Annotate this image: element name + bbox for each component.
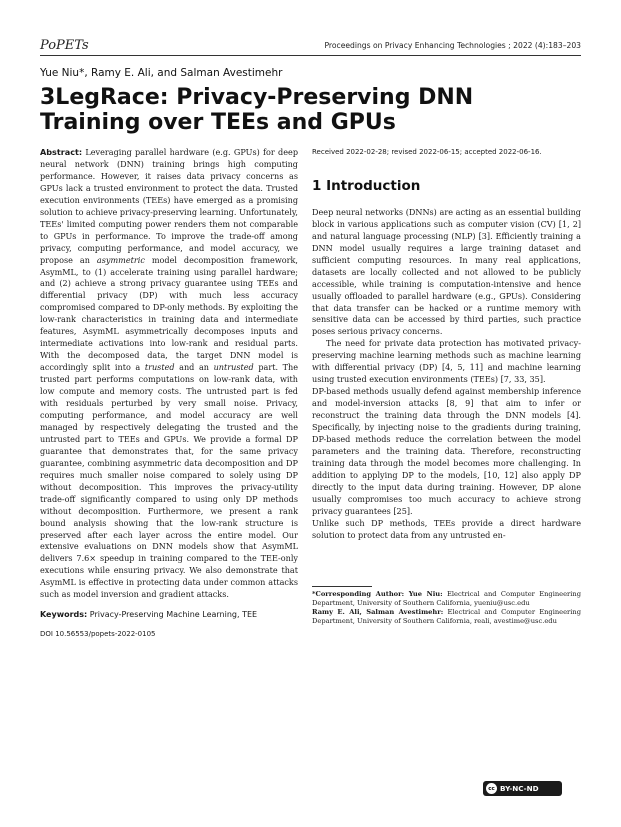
keywords (40, 609, 298, 621)
abstract-emphasis-asymmetric: asymmetric (96, 254, 145, 265)
proceedings-line: Proceedings on Privacy Enhancing Technologies ; 2022 (4):183–203 (324, 41, 581, 50)
abstract-text-2: model decomposition framework, AsymML, to (1) accelerate training using parallel hardware; and (2) achieve a strong privacy guarantee using TEEs and differential privacy (DP) with much less accuracy compromised compared to DP-only methods. By exploiting the low-rank characteristics in training data and intermediate features, AsymML asymmetrically decomposes inputs and intermediate activations into low-rank and residual parts. With the decomposed data, the target DNN model is accordingly split into a (40, 254, 298, 373)
license-text: BY-NC-ND (500, 784, 539, 793)
abstract-emphasis-trusted: trusted (144, 362, 175, 373)
cc-icon: cc (486, 783, 497, 794)
left-column (40, 147, 298, 641)
section-heading-introduction: 1 Introduction (312, 177, 421, 194)
footnote-1-text: Electrical and Computer Engineering Department, University of Southern California, yueniu@usc.edu (312, 589, 581, 607)
abstract (40, 147, 298, 601)
received-dates: Received 2022-02-28; revised 2022-06-15; accepted 2022-06-16. (312, 148, 542, 156)
footnote-corresponding-author (312, 590, 581, 609)
intro-paragraph-2: The need for private data protection has motivated privacy-preserving machine learning methods such as machine learning with differential privacy (DP) [4, 5, 11] and machine learning using trusted execution environments (TEEs) [7, 33, 35]. (312, 338, 581, 385)
footnote-2-text: Electrical and Computer Engineering Department, University of Southern California, reali, avestime@usc.edu (312, 608, 581, 626)
footnote-1-label: *Corresponding Author: Yue Niu: (312, 589, 443, 598)
keywords-text: Privacy-Preserving Machine Learning, TEE (89, 610, 258, 620)
author-list: Yue Niu*, Ramy E. Ali, and Salman Avestimehr (40, 67, 283, 79)
footnote-coauthors (312, 608, 581, 627)
abstract-text-4: part. The trusted part performs computations on low-rank data, with low compute and memory costs. The untrusted part is fed with residuals perturbed by very small noise. Privacy, computing performance, and model accuracy are well managed by respectively delegating the trusted and the untrusted part to TEEs and GPUs. We provide a formal DP guarantee that demonstrates that, for the same privacy guarantee, combining asymmetric data decomposition and DP requires much smaller noise compared to solely using DP without decomposition. This improves the privacy-utility trade-off significantly compared to using only DP methods without decomposition. Furthermore, we present a rank bound analysis showing that the low-rank structure is preserved after each layer across the entire model. Our extensive evaluations on DNN models show that AsymML delivers 7.6× speedup in training compared to the TEE-only executions while ensuring privacy. We also demonstrate that AsymML is effective in protecting data under common attacks such as model inversion and gradient attacks. (40, 362, 298, 600)
paper-title: 3LegRace: Privacy-Preserving DNN Training over TEEs and GPUs (40, 85, 474, 135)
abstract-label: Abstract: (40, 147, 83, 157)
footnote-divider (312, 586, 372, 587)
doi: DOI 10.56553/popets-2022-0105 (40, 630, 156, 639)
abstract-emphasis-untrusted: untrusted (213, 362, 254, 373)
cc-license-badge (483, 781, 562, 796)
keywords-label: Keywords: (40, 610, 88, 620)
intro-paragraph-1: Deep neural networks (DNNs) are acting as an essential building block in various applications such as computer vision (CV) [1, 2] and natural language processing (NLP) [3]. Efficiently training a DNN model usually requires a large training dataset and sufficient computing resources. In many real applications, datasets are locally collected and not allowed to be publicly accessible, while training is computation-intensive and hence usually offloaded to parallel hardware (e.g., GPUs). Considering that data transfer can be hacked or a runtime memory with sensitive data can be accessed by third parties, such practice poses serious privacy concerns. (312, 206, 581, 337)
footnote-2-label: Ramy E. Ali, Salman Avestimehr: (312, 608, 444, 617)
right-column (312, 147, 581, 627)
journal-name: PoPETs (40, 38, 89, 53)
abstract-text-1: Leveraging parallel hardware (e.g. GPUs) for deep neural network (DNN) training brings high computing performance. However, it raises data privacy concerns as GPUs lack a trusted environment to protect the data. Trusted execution environments (TEEs) have emerged as a promising solution to achieve privacy-preserving learning. Unfortunately, TEEs' limited computing power renders them not comparable to GPUs in performance. To improve the trade-off among privacy, computing performance, and model accuracy, we propose an (40, 147, 299, 265)
intro-paragraph-3: DP-based methods usually defend against membership inference and model-inversion attacks [8, 9] that aim to infer or reconstruct the training data through the DNN models [4]. Specifically, by injecting noise to the gradients during training, DP-based methods reduce the correlation between the model parameters and the training data. Therefore, reconstructing training data through the model becomes more challenging. In addition to applying DP to the models, [10, 12] also apply DP directly to the input data during training. However, DP alone usually compromises too much accuracy to achieve strong privacy guarantees [25]. (312, 386, 581, 516)
intro-paragraph-4: Unlike such DP methods, TEEs provide a direct hardware solution to protect data from any untrusted en- (312, 517, 581, 540)
header-divider (40, 55, 581, 56)
abstract-text-3: and an (179, 362, 209, 373)
